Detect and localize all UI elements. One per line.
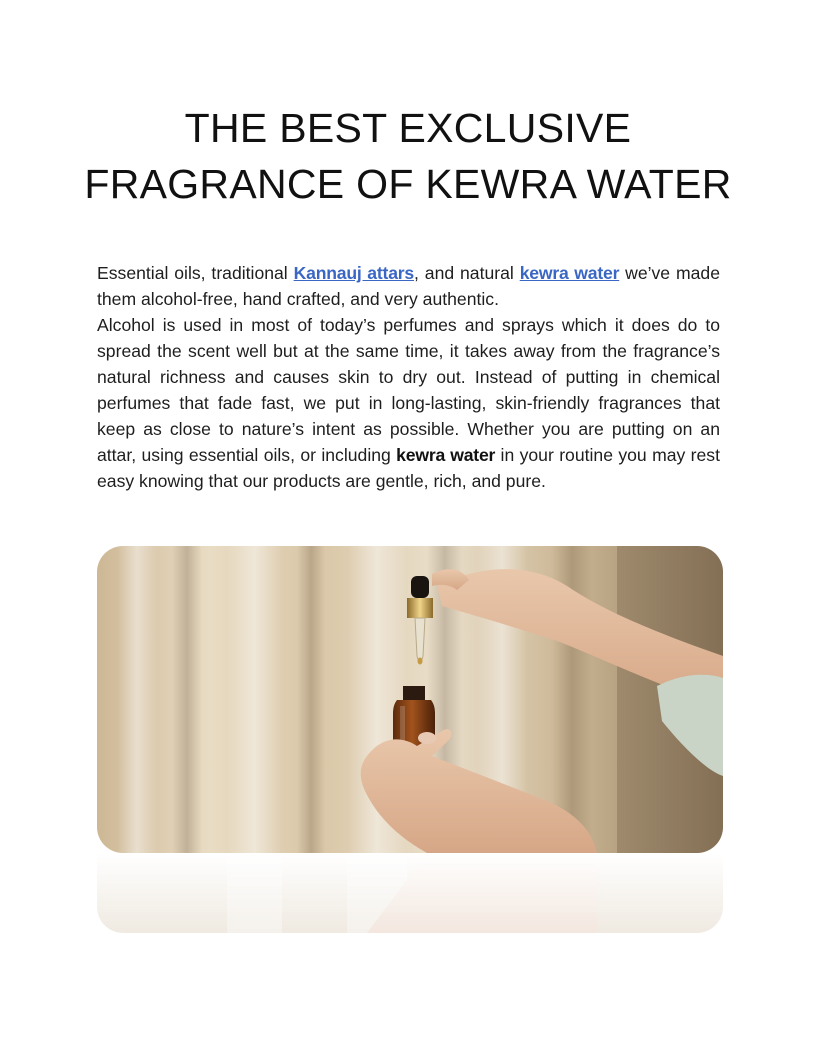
kannauj-attars-link[interactable]: Kannauj attars (293, 263, 415, 283)
intro-paragraph (97, 260, 720, 312)
body-text-1: Alcohol is used in most of today’s perfumes and sprays which it does do to spread the scent well but at the same time, it takes away from the fragrance’s natural richness and causes skin to dry out. Instead of putting in chemical perfumes that fade fast, we put in long-lasting, skin-friendly fragrances that keep as close to nature’s intent as possible. Whether you are putting on an attar, using essential oils, or including (97, 315, 720, 465)
page-title (0, 100, 816, 212)
body-text-2: in your routine you may rest easy knowing that our products are gentle, rich, and pure. (97, 445, 720, 491)
intro-text-1: Essential oils, traditional (97, 263, 294, 283)
product-photo (97, 546, 723, 853)
intro-text-2: , and natural (414, 263, 520, 283)
intro-text-3: we’ve made them alcohol-free, hand crafted, and very authentic. (97, 263, 720, 309)
title-line-1: THE BEST EXCLUSIVE (184, 105, 632, 151)
title-line-2: FRAGRANCE OF KEWRA WATER (84, 161, 732, 207)
dropper-bottle-photo-icon (97, 546, 723, 853)
photo-reflection (97, 853, 723, 933)
photo-reflection-icon (97, 853, 723, 933)
body-paragraph (97, 312, 720, 494)
kewra-water-highlight: kewra water (396, 445, 496, 465)
article-body (97, 260, 720, 494)
kewra-water-link[interactable]: kewra water (519, 263, 620, 283)
